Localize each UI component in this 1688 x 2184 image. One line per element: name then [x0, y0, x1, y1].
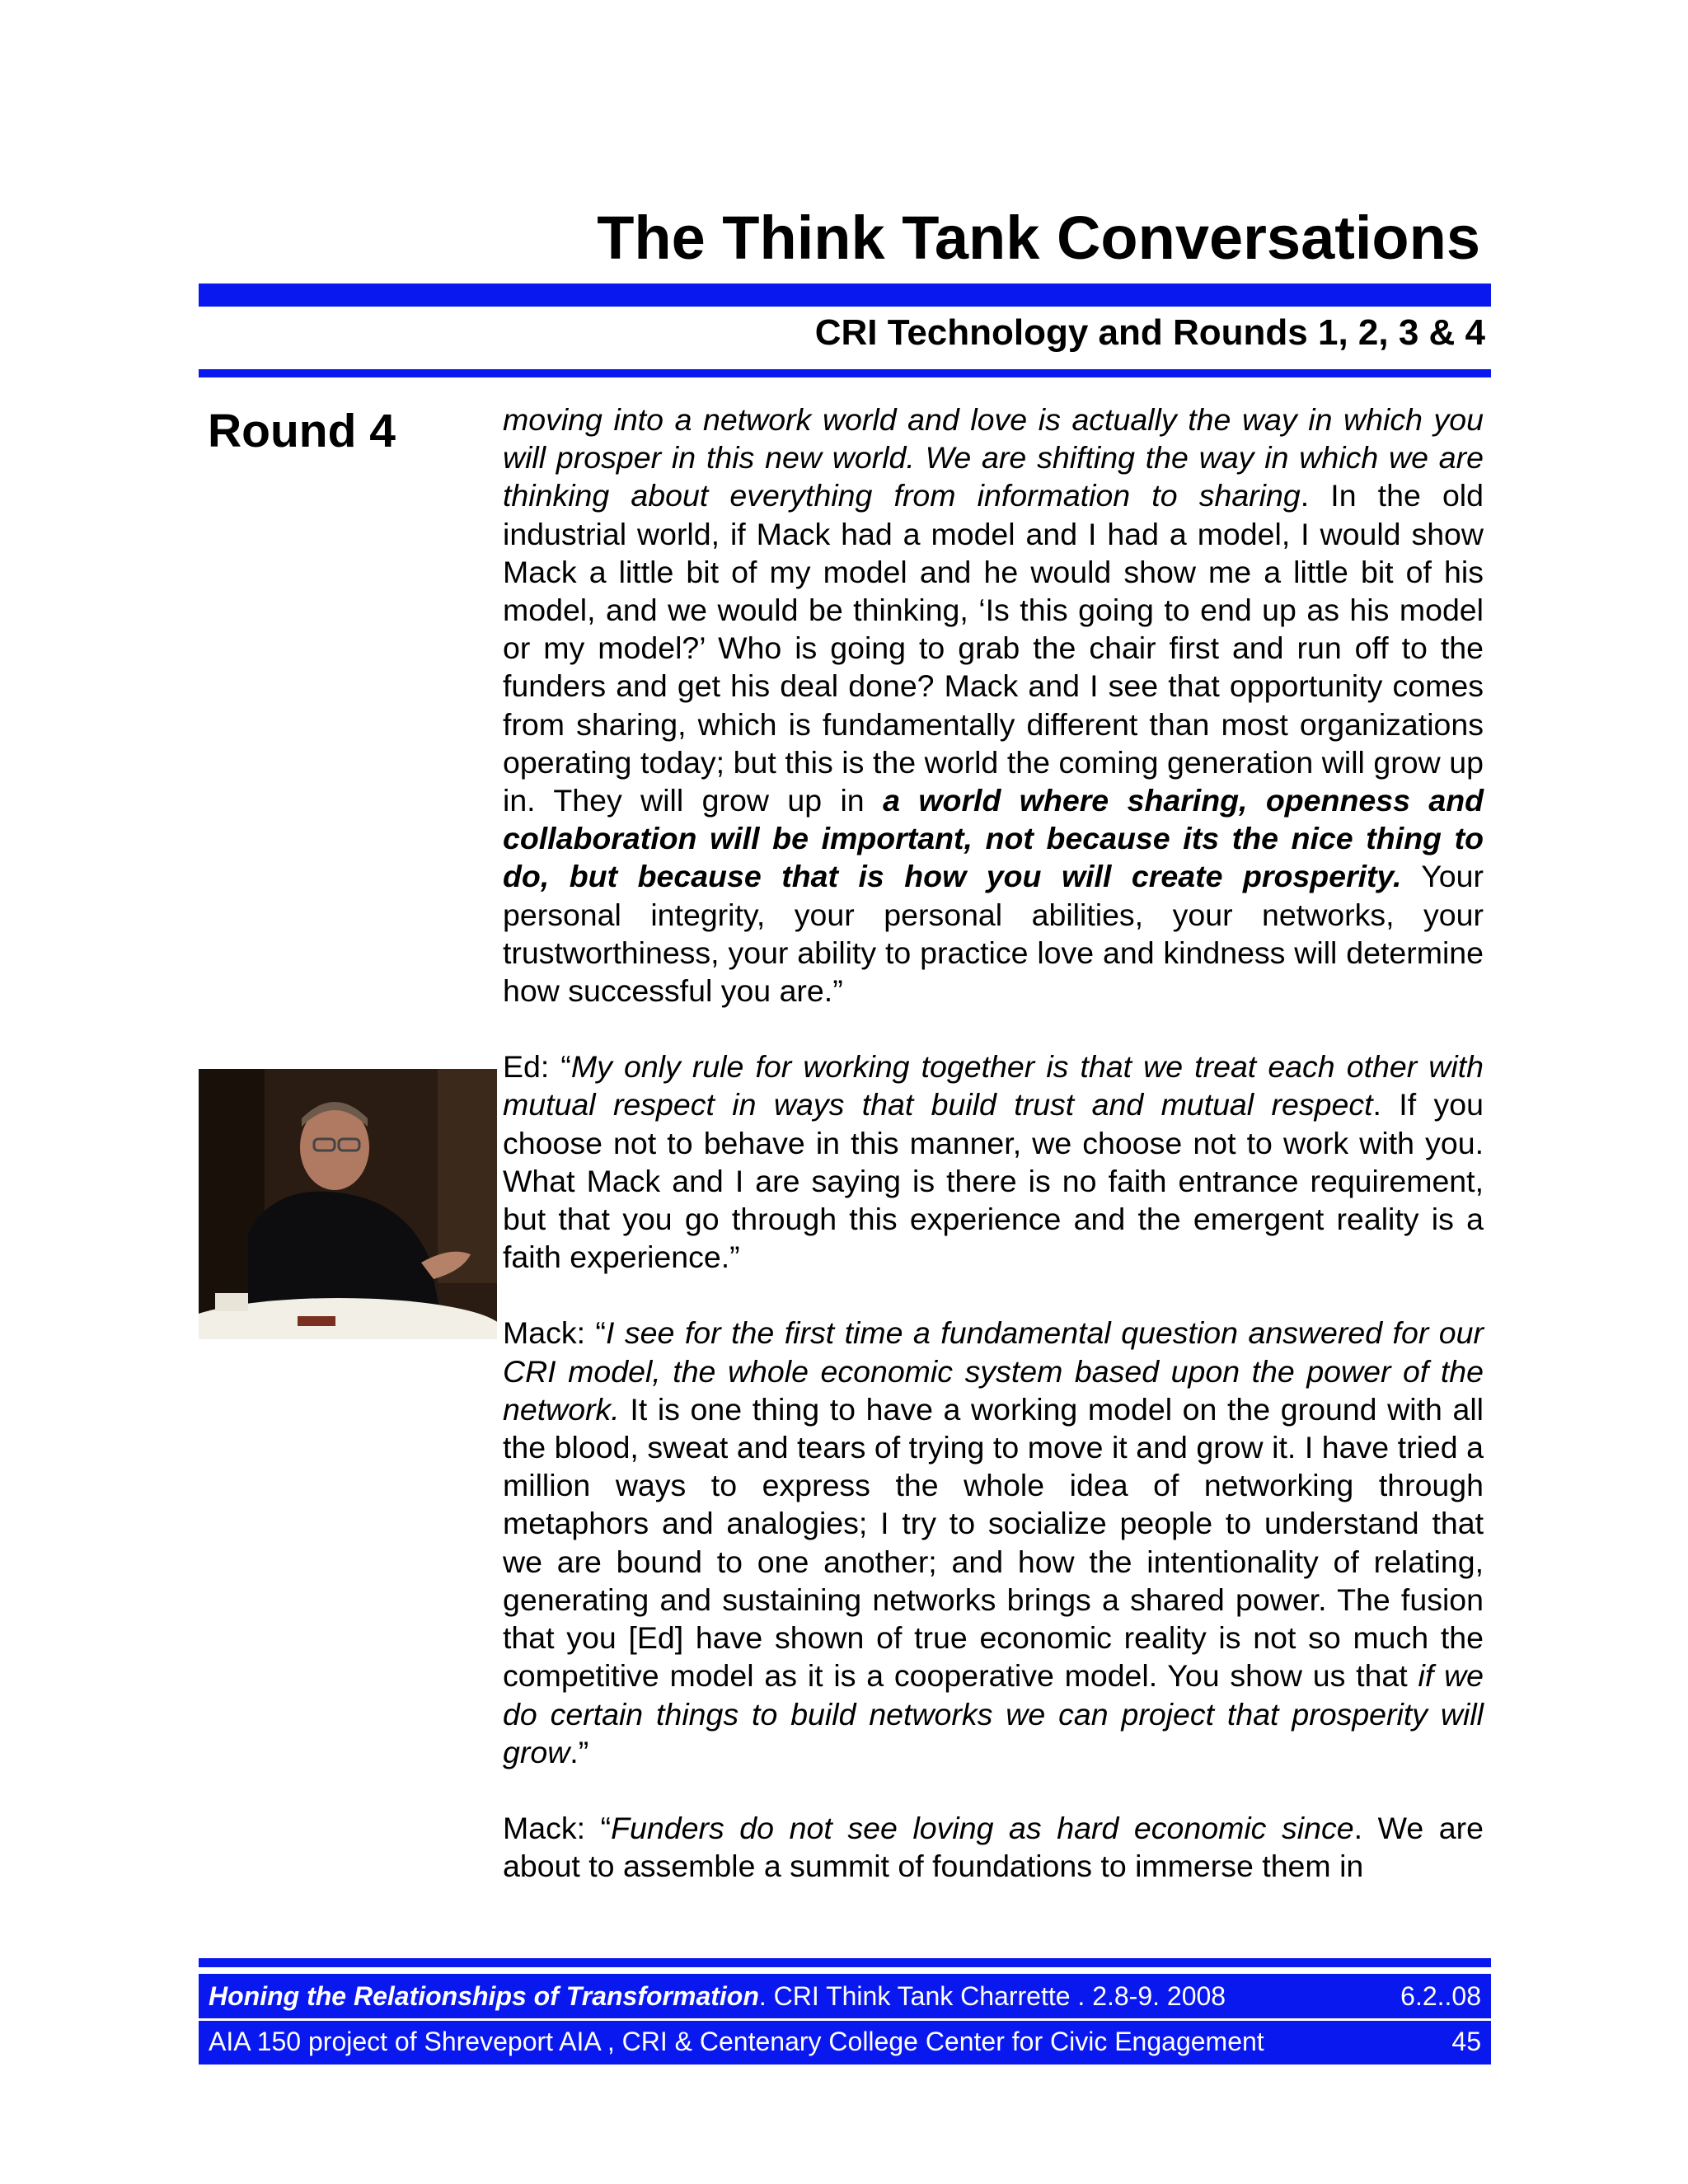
footer-publication-title: Honing the Relationships of Transformation — [209, 1981, 759, 2011]
paragraph-1-text: . In the old industrial world, if Mack had a model and I had a model, I would show Mack a little bit of my model and he would show me a little bit of his model, and we would be thinking, ‘Is this going to end up as his model or my model?’ Who is going to grab the chair first and run off to the funders and get his deal done? Mack and I see that opportunity comes from sharing, which is fundamentally different than most organizations operating today; but this is the world the coming generation will grow up in. They will grow up in — [503, 478, 1484, 818]
footer-project: AIA 150 project of Shreveport AIA , CRI & Centenary College Center for Civic Engagement — [209, 2027, 1264, 2056]
footer-event: . CRI Think Tank Charrette . 2.8-9. 2008 — [758, 1981, 1226, 2011]
page-footer — [199, 1974, 1491, 2064]
paragraph-4-speaker: Mack: “ — [503, 1810, 612, 1845]
footer-rule — [199, 1958, 1491, 1967]
paragraph-1-ending: Your personal integrity, your personal abilities, your networks, your trustworthiness, your ability to practice love and kindness will determine how successful you are.” — [503, 859, 1484, 1009]
paragraph-1-quote: moving into a network world and love is actually the way in which you will prosper in this new world. We are shifting the way in which we are thinking about everything from information to sharing — [503, 402, 1484, 513]
paragraph-2-speaker: Ed: “ — [503, 1049, 571, 1085]
speaker-photo-illustration — [199, 1069, 497, 1339]
article-body — [503, 401, 1484, 1885]
paragraph-3-speaker: Mack: “ — [503, 1315, 606, 1351]
paragraph-3 — [503, 1314, 1484, 1770]
paragraph-3-quote: I see for the first time a fundamental question answered for our CRI model, the whole economic system based upon the power of the network. — [503, 1315, 1484, 1427]
paragraph-4-text: . We are about to assemble a summit of foundations to immerse them in — [503, 1810, 1484, 1884]
speaker-photo — [199, 1069, 497, 1339]
paragraph-3-text: It is one thing to have a working model on the ground with all the blood, sweat and tears of trying to move it and grow it. I have tried a million ways to express the whole idea of networking through metaphors and analogies; I try to socialize people to understand that we are bound to one another; and how the intentionality of relating, generating and sustaining networks brings a shared power. The fusion that you [Ed] have shown of true economic reality is not so much the competitive model as it is a cooperative model. You show us that — [503, 1391, 1484, 1694]
paragraph-4 — [503, 1809, 1484, 1885]
page-subtitle: CRI Technology and Rounds 1, 2, 3 & 4 — [814, 312, 1485, 353]
footer-date: 6.2..08 — [1400, 1981, 1481, 2011]
page-title: The Think Tank Conversations — [597, 204, 1480, 272]
paragraph-3-emphasis: if we do certain things to build networks we can project that prosperity will grow — [503, 1658, 1484, 1769]
footer-row-1 — [199, 1974, 1491, 2018]
title-rule — [199, 284, 1491, 307]
section-label: Round 4 — [208, 405, 396, 457]
paragraph-3-ending: .” — [570, 1734, 589, 1769]
paragraph-2 — [503, 1047, 1484, 1276]
subtitle-rule — [199, 369, 1491, 377]
paragraph-4-quote: Funders do not see loving as hard economic since — [611, 1810, 1354, 1845]
paragraph-1 — [503, 401, 1484, 1010]
paragraph-2-quote: My only rule for working together is that we treat each other with mutual respect in ways that build trust and mutual respect — [503, 1049, 1484, 1122]
paragraph-2-text: . If you choose not to behave in this manner, we choose not to work with you. What Mack and I are saying is there is no faith entrance requirement, but that you go through this experience and the emergent reality is a faith experience.” — [503, 1087, 1484, 1275]
page-number: 45 — [1451, 2027, 1481, 2056]
paragraph-1-emphasis: a world where sharing, openness and collaboration will be important, not because its the nice thing to do, but because that is how you will create prosperity. — [503, 783, 1484, 894]
footer-row-2 — [199, 2018, 1491, 2063]
